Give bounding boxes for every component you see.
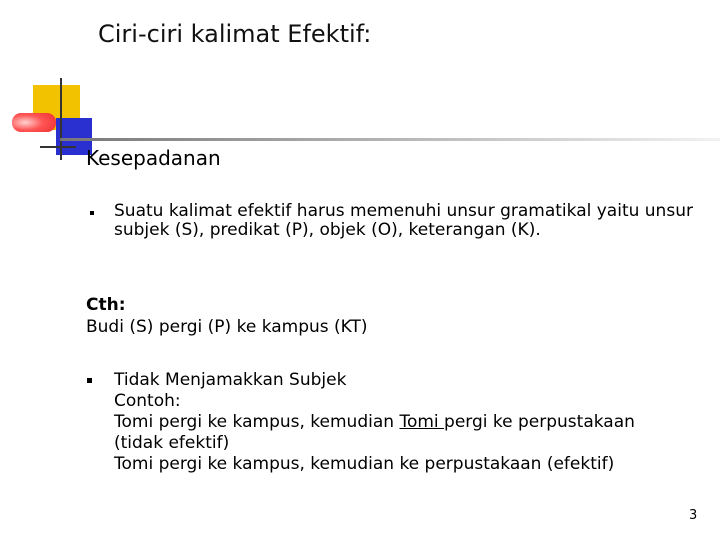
bullet-2-label: Contoh:: [114, 391, 181, 411]
page-number: 3: [689, 508, 698, 523]
bullet-square-icon: [90, 211, 94, 215]
divider-line: [60, 138, 720, 141]
short-horizontal-line: [40, 146, 76, 148]
red-bar: [12, 113, 56, 132]
underlined-subject: Tomi: [399, 412, 445, 432]
example-text: Budi (S) pergi (P) ke kampus (KT): [86, 317, 368, 337]
bullet-2-line-2: (tidak efektif): [114, 433, 230, 453]
bullet-text-1: Suatu kalimat efektif harus memenuhi unsur gramatikal yaitu unsur subjek (S), predikat (P), objek (O), keterangan (K).: [114, 201, 693, 240]
decorative-logo: [0, 0, 720, 170]
bullet-text-2: [114, 370, 714, 475]
slide-title: Ciri-ciri kalimat Efektif:: [98, 20, 372, 48]
bullet-square-icon: [87, 378, 92, 383]
example-label: Cth:: [86, 295, 126, 315]
bullet-2-title: Tidak Menjamakkan Subjek: [114, 370, 347, 390]
section-heading: Kesepadanan: [86, 146, 221, 170]
bullet-2-line-3: Tomi pergi ke kampus, kemudian ke perpustakaan (efektif): [114, 454, 615, 474]
bullet-2-line-1: [114, 412, 714, 433]
line1-after: pergi ke perpustakaan: [444, 412, 635, 432]
example-block: [86, 294, 368, 338]
line1-before: Tomi pergi ke kampus, kemudian: [114, 412, 400, 432]
